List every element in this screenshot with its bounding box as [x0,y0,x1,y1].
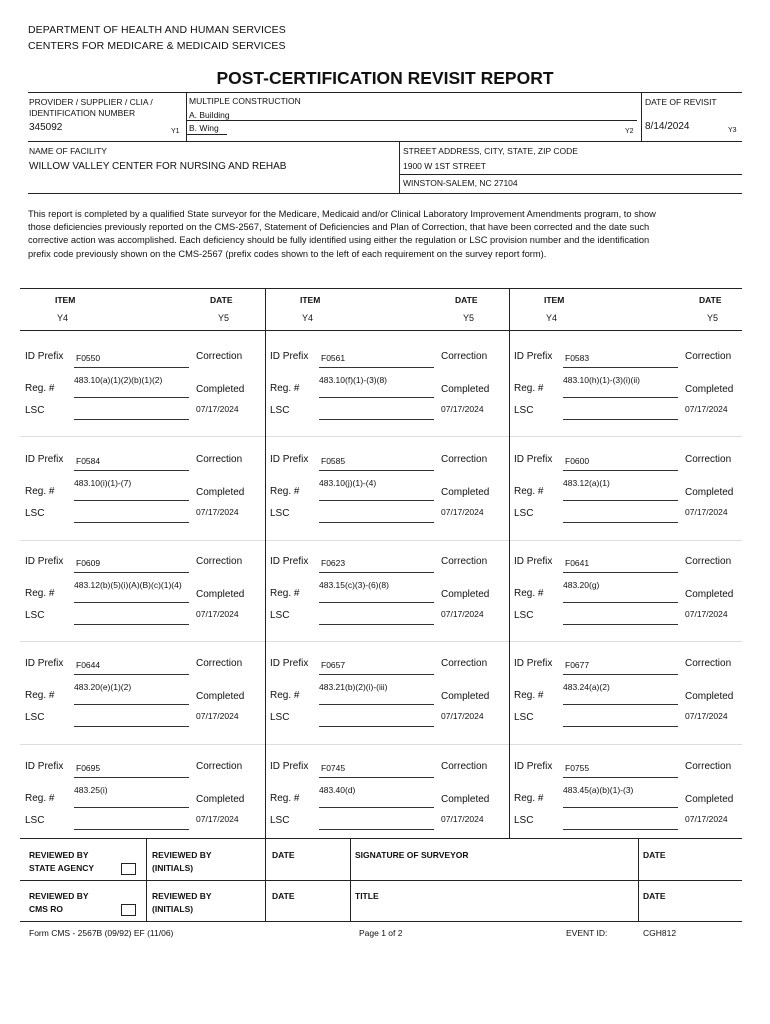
entry-underline [319,777,434,778]
reg-label: Reg. # [270,383,300,394]
reg-label: Reg. # [270,588,300,599]
entry-underline [319,367,434,368]
entry-underline [319,470,434,471]
id-prefix-label: ID Prefix [514,658,553,669]
correction-date[interactable]: 07/17/2024 [685,507,728,517]
entry-underline [74,470,189,471]
date-of-revisit-label: DATE OF REVISIT [645,97,717,107]
reg-label: Reg. # [514,588,544,599]
entry-underline [563,419,678,420]
city-state-zip: WINSTON-SALEM, NC 27104 [403,178,518,188]
lsc-label: LSC [25,508,45,519]
y1-marker: Y1 [171,128,180,135]
reg-value[interactable]: 483.10(f)(1)-(3)(8) [319,375,388,385]
correction-label: Correction [441,556,488,567]
entry-underline [74,777,189,778]
entry-underline [74,726,189,727]
column-date-header: DATE [210,295,233,305]
entry-underline [319,624,434,625]
id-prefix-label: ID Prefix [514,761,553,772]
y2-marker: Y2 [625,128,634,135]
reg-label: Reg. # [270,793,300,804]
reg-value[interactable]: 483.10(j)(1)-(4) [319,478,377,488]
correction-date[interactable]: 07/17/2024 [196,507,239,517]
reg-value[interactable]: 483.20(e)(1)(2) [74,682,132,692]
entry-underline [74,522,189,523]
id-prefix-value[interactable]: F0561 [321,353,346,363]
correction-label: Correction [441,351,488,362]
lsc-label: LSC [514,815,534,826]
id-prefix-value[interactable]: F0677 [565,660,590,670]
completed-label: Completed [196,384,245,395]
entry-underline [319,674,434,675]
date-label-2: DATE [643,850,666,860]
reviewed-by-initials-label-1: REVIEWED BY [152,850,212,860]
correction-date[interactable]: 07/17/2024 [441,507,484,517]
reg-value[interactable]: 483.24(a)(2) [563,682,610,692]
entry-underline [74,624,189,625]
provider-id-value: 345092 [29,122,63,133]
form-number: Form CMS - 2567B (09/92) EF (11/06) [29,928,174,938]
entry-underline [319,726,434,727]
id-prefix-label: ID Prefix [270,761,309,772]
entry-underline [563,602,678,603]
column-item-header: ITEM [300,295,321,305]
cms-ro-label: CMS RO [29,904,63,914]
entry-underline [74,829,189,830]
street-address: 1900 W 1ST STREET [403,161,486,171]
centers-name: CENTERS FOR MEDICARE & MEDICAID SERVICES [28,40,286,52]
correction-date[interactable]: 07/17/2024 [441,404,484,414]
reg-label: Reg. # [25,690,55,701]
entry-underline [563,470,678,471]
correction-label: Correction [685,556,732,567]
reg-value[interactable]: 483.10(a)(1)(2)(b)(1)(2) [74,375,163,385]
id-prefix-label: ID Prefix [270,454,309,465]
title-label: TITLE [355,891,379,901]
entry-underline [563,704,678,705]
entry-underline [319,500,434,501]
completed-label: Completed [441,691,490,702]
entry-underline [74,674,189,675]
column-y5-marker: Y5 [218,313,230,323]
completed-label: Completed [685,487,734,498]
correction-label: Correction [196,556,243,567]
correction-date[interactable]: 07/17/2024 [196,404,239,414]
completed-label: Completed [685,589,734,600]
reviewed-by-label: REVIEWED BY [29,850,89,860]
id-prefix-value[interactable]: F0583 [565,353,590,363]
id-prefix-value[interactable]: F0600 [565,456,590,466]
reg-label: Reg. # [270,486,300,497]
entry-underline [563,500,678,501]
facility-label: NAME OF FACILITY [29,146,107,156]
correction-date[interactable]: 07/17/2024 [196,609,239,619]
id-prefix-label: ID Prefix [25,761,64,772]
id-prefix-value[interactable]: F0657 [321,660,346,670]
id-prefix-value[interactable]: F0585 [321,456,346,466]
building-label: A. Building [189,110,230,120]
id-prefix-label: ID Prefix [25,454,64,465]
correction-label: Correction [196,658,243,669]
reg-value[interactable]: 483.25(i) [74,785,108,795]
reg-value[interactable]: 483.21(b)(2)(i)-(iii) [319,682,388,692]
entry-underline [563,674,678,675]
y3-marker: Y3 [728,127,737,134]
entry-underline [74,500,189,501]
completed-label: Completed [441,589,490,600]
entry-underline [74,572,189,573]
id-prefix-value[interactable]: F0550 [76,353,101,363]
wing-label: B. Wing [189,123,219,133]
row-separator [20,641,742,642]
reg-label: Reg. # [514,793,544,804]
entry-underline [563,726,678,727]
completed-label: Completed [685,794,734,805]
id-prefix-label: ID Prefix [514,454,553,465]
completed-label: Completed [685,384,734,395]
correction-label: Correction [441,761,488,772]
id-prefix-value[interactable]: F0755 [565,763,590,773]
state-agency-checkbox[interactable] [121,863,136,875]
state-agency-label: STATE AGENCY [29,863,95,873]
correction-date[interactable]: 07/17/2024 [196,814,239,824]
lsc-label: LSC [514,508,534,519]
id-prefix-value[interactable]: F0641 [565,558,590,568]
completed-label: Completed [441,384,490,395]
reg-value[interactable]: 483.12(b)(5)(i)(A)(B)(c)(1)(4) [74,580,182,590]
lsc-label: LSC [270,610,290,621]
reg-label: Reg. # [514,486,544,497]
signature-label: SIGNATURE OF SURVEYOR [355,850,469,860]
reg-label: Reg. # [270,690,300,701]
entry-underline [319,572,434,573]
correction-label: Correction [196,454,243,465]
entry-underline [319,602,434,603]
completed-label: Completed [196,691,245,702]
completed-label: Completed [441,794,490,805]
department-name: DEPARTMENT OF HEALTH AND HUMAN SERVICES [28,24,286,36]
lsc-label: LSC [514,712,534,723]
column-y4-marker: Y4 [57,313,69,323]
lsc-label: LSC [25,815,45,826]
id-prefix-label: ID Prefix [270,658,309,669]
completed-label: Completed [196,794,245,805]
cms-ro-checkbox[interactable] [121,904,136,916]
lsc-label: LSC [25,405,45,416]
lsc-label: LSC [25,712,45,723]
id-prefix-value[interactable]: F0745 [321,763,346,773]
reg-value[interactable]: 483.12(a)(1) [563,478,610,488]
multiple-construction-label: MULTIPLE CONSTRUCTION [189,96,301,106]
correction-date[interactable]: 07/17/2024 [685,404,728,414]
date-label-1: DATE [272,850,295,860]
entry-underline [563,829,678,830]
provider-id-label-1: PROVIDER / SUPPLIER / CLIA / [29,97,153,107]
reg-label: Reg. # [25,486,55,497]
completed-label: Completed [196,487,245,498]
row-separator [20,436,742,437]
initials-label-1: (INITIALS) [152,863,194,873]
entry-underline [74,807,189,808]
entry-underline [563,367,678,368]
column-y4-marker: Y4 [546,313,558,323]
event-id-value: CGH812 [643,928,677,938]
id-prefix-label: ID Prefix [25,351,64,362]
correction-date[interactable]: 07/17/2024 [685,711,728,721]
entry-underline [74,602,189,603]
id-prefix-value[interactable]: F0584 [76,456,101,466]
reg-label: Reg. # [25,588,55,599]
entry-underline [319,522,434,523]
reg-value[interactable]: 483.15(c)(3)-(6)(8) [319,580,389,590]
correction-label: Correction [685,761,732,772]
facility-name: WILLOW VALLEY CENTER FOR NURSING AND REHAB [29,161,287,172]
reg-value[interactable]: 483.10(i)(1)-(7) [74,478,132,488]
correction-label: Correction [685,351,732,362]
correction-date[interactable]: 07/17/2024 [685,814,728,824]
initials-label-2: (INITIALS) [152,904,194,914]
correction-label: Correction [441,454,488,465]
entry-underline [563,624,678,625]
lsc-label: LSC [270,815,290,826]
correction-label: Correction [196,351,243,362]
completed-label: Completed [685,691,734,702]
correction-label: Correction [196,761,243,772]
lsc-label: LSC [270,712,290,723]
entry-underline [74,397,189,398]
column-y5-marker: Y5 [463,313,475,323]
row-separator [20,540,742,541]
provider-id-label-2: IDENTIFICATION NUMBER [29,108,136,118]
id-prefix-value[interactable]: F0644 [76,660,101,670]
id-prefix-label: ID Prefix [514,351,553,362]
correction-date[interactable]: 07/17/2024 [196,711,239,721]
reg-value[interactable]: 483.40(d) [319,785,356,795]
reviewed-by-initials-label-2: REVIEWED BY [152,891,212,901]
correction-date[interactable]: 07/17/2024 [441,711,484,721]
address-label: STREET ADDRESS, CITY, STATE, ZIP CODE [403,146,578,156]
entry-underline [319,829,434,830]
id-prefix-label: ID Prefix [25,556,64,567]
page-number: Page 1 of 2 [359,928,403,938]
completed-label: Completed [441,487,490,498]
entry-underline [319,704,434,705]
column-y5-marker: Y5 [707,313,719,323]
id-prefix-label: ID Prefix [25,658,64,669]
reg-label: Reg. # [514,690,544,701]
intro-paragraph: This report is completed by a qualified State surveyor for the Medicare, Medicaid and/or Clinical Laboratory Improvement Amendments program, to show those deficiencies previously reported on the CMS-2567, Statement of Deficiencies and Plan of Correction, that have been corrected and the date such corrective action was accomplished. Each deficiency should be fully identified using either the regulation or LSC provision number and the identification prefix code previously shown on the CMS-2567 (prefix codes shown to the left of each requirement on the survey report form). [28,209,656,259]
correction-label: Correction [685,454,732,465]
completed-label: Completed [196,589,245,600]
id-prefix-label: ID Prefix [270,351,309,362]
entry-underline [563,522,678,523]
reg-label: Reg. # [25,383,55,394]
reg-value[interactable]: 483.10(h)(1)-(3)(i)(ii) [563,375,640,385]
reg-label: Reg. # [514,383,544,394]
entry-underline [319,807,434,808]
date-of-revisit-value: 8/14/2024 [645,121,690,132]
entry-underline [319,419,434,420]
reg-value[interactable]: 483.20(g) [563,580,600,590]
id-prefix-value[interactable]: F0695 [76,763,101,773]
lsc-label: LSC [514,405,534,416]
reviewed-by-cms-label: REVIEWED BY [29,891,89,901]
lsc-label: LSC [25,610,45,621]
id-prefix-value[interactable]: F0609 [76,558,101,568]
column-y4-marker: Y4 [302,313,314,323]
entry-underline [74,367,189,368]
entry-underline [563,777,678,778]
correction-label: Correction [685,658,732,669]
entry-underline [74,704,189,705]
form-title: POST-CERTIFICATION REVISIT REPORT [216,68,554,88]
lsc-label: LSC [270,508,290,519]
correction-date[interactable]: 07/17/2024 [441,609,484,619]
entry-underline [74,419,189,420]
correction-date[interactable]: 07/17/2024 [685,609,728,619]
entry-underline [563,807,678,808]
entry-underline [563,572,678,573]
column-item-header: ITEM [55,295,76,305]
column-date-header: DATE [699,295,722,305]
column-date-header: DATE [455,295,478,305]
reg-value[interactable]: 483.45(a)(b)(1)-(3) [563,785,634,795]
column-item-header: ITEM [544,295,565,305]
date-label-4: DATE [643,891,666,901]
lsc-label: LSC [270,405,290,416]
event-id-label: EVENT ID: [566,928,608,938]
row-separator [20,744,742,745]
date-label-3: DATE [272,891,295,901]
correction-date[interactable]: 07/17/2024 [441,814,484,824]
lsc-label: LSC [514,610,534,621]
id-prefix-label: ID Prefix [514,556,553,567]
reg-label: Reg. # [25,793,55,804]
id-prefix-value[interactable]: F0623 [321,558,346,568]
entry-underline [563,397,678,398]
id-prefix-label: ID Prefix [270,556,309,567]
entry-underline [319,397,434,398]
correction-label: Correction [441,658,488,669]
